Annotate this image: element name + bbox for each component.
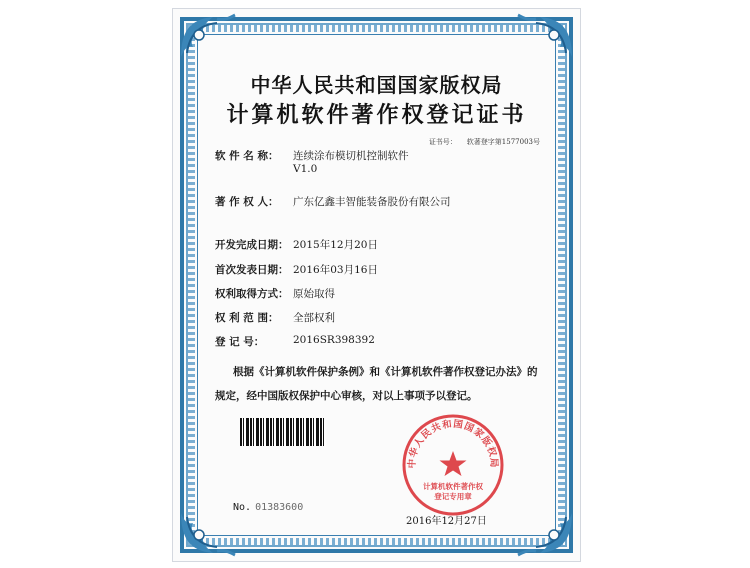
field-label: 权利取得方式： — [215, 288, 289, 300]
field-version: V1.0 — [293, 163, 318, 175]
field-copyright-owner — [215, 194, 451, 209]
field-label: 权 利 范 围： — [215, 312, 279, 324]
certificate-number-value: 软著登字第1577003号 — [466, 138, 540, 146]
field-value: 2016年03月16日 — [293, 264, 378, 276]
seal-ring-text: 中华人民共和国国家版权局 — [406, 418, 500, 469]
field-value: 全部权利 — [293, 312, 335, 324]
certificate-title: 计算机软件著作权登记证书 — [226, 103, 527, 128]
field-label: 登 记 号： — [215, 336, 265, 348]
certificate-number — [429, 137, 540, 147]
field-registration-number — [215, 334, 375, 349]
issuer-title: 中华人民共和国国家版权局 — [250, 73, 503, 97]
certificate — [172, 8, 581, 562]
field-value: 2016SR398392 — [293, 334, 375, 346]
field-value: 广东亿鑫丰智能装备股份有限公司 — [293, 196, 451, 208]
star-seal-icon — [440, 451, 467, 476]
field-rights-scope — [215, 310, 335, 325]
serial-prefix: No. — [233, 502, 252, 513]
issue-date: 2016年12月27日 — [406, 516, 487, 527]
field-software-name — [215, 148, 409, 175]
seal-center-text-2: 登记专用章 — [434, 492, 472, 501]
field-publish-date — [215, 262, 378, 277]
corner-ornament-icon — [177, 13, 237, 61]
serial-value: 01383600 — [255, 502, 304, 513]
official-seal — [401, 413, 505, 517]
serial-number — [233, 502, 303, 513]
field-value: 2015年12月20日 — [293, 239, 378, 251]
field-development-date — [215, 237, 378, 252]
seal-center-text-1: 计算机软件著作权 — [423, 482, 483, 491]
field-label: 首次发表日期： — [215, 264, 289, 276]
field-label: 开发完成日期： — [215, 239, 289, 251]
field-value: 原始取得 — [293, 288, 335, 300]
field-label: 著 作 权 人： — [215, 196, 279, 208]
barcode-icon — [240, 418, 326, 446]
statement-line-1: 根据《计算机软件保护条例》和《计算机软件著作权登记办法》的 — [233, 366, 538, 378]
field-label: 软 件 名 称： — [215, 150, 279, 162]
field-value: 连续涂布模切机控制软件 — [293, 150, 409, 162]
field-acquisition-method — [215, 286, 335, 301]
corner-ornament-icon — [516, 13, 576, 61]
certificate-number-label: 证书号： — [428, 138, 457, 146]
corner-ornament-icon — [516, 509, 576, 557]
statement-line-2: 规定，经中国版权保护中心审核，对以上事项予以登记。 — [215, 390, 478, 402]
corner-ornament-icon — [177, 509, 237, 557]
